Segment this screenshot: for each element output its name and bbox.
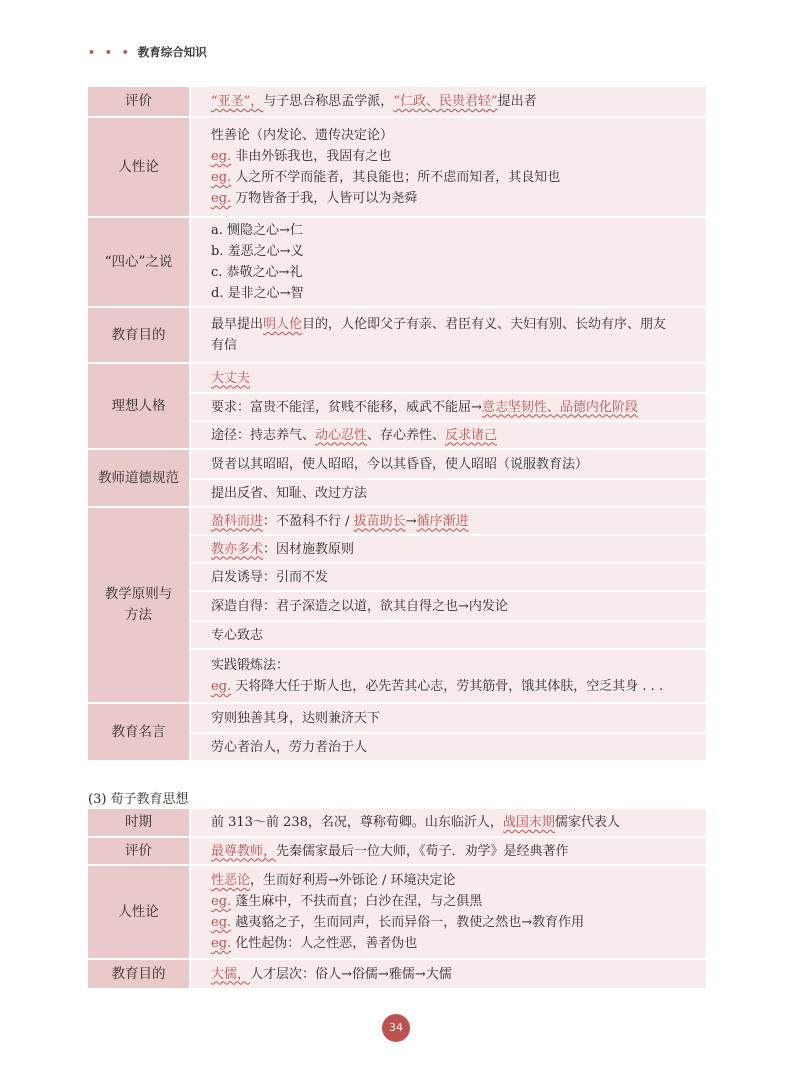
row-content (190, 87, 706, 117)
text-segment: 劳心者治人，劳力者治于人 (211, 739, 368, 755)
content-line (211, 241, 706, 262)
highlighted-term: 意志坚韧性、品德内化阶段 (481, 399, 638, 415)
row-label-text: 教育目的 (111, 326, 166, 343)
content-line (211, 511, 706, 532)
section-title-xunzi: (3) 荀子教育思想 (88, 792, 189, 807)
table-row (88, 959, 706, 989)
text-segment: 蓬生麻中，不扶而直；白沙在涅，与之俱黑 (231, 894, 483, 909)
text-segment: 、存心养性、 (367, 427, 446, 443)
content-line (211, 737, 706, 758)
highlighted-term: 拔苗助长 (353, 513, 406, 529)
text-segment: 实践锻炼法： (211, 658, 290, 673)
header-dots: • • • (88, 45, 132, 59)
text-segment: d. 是非之心→智 (211, 286, 304, 301)
content-line (211, 220, 706, 241)
highlighted-term: 最尊教师， (211, 843, 277, 859)
highlighted-term: 性恶论 (211, 873, 251, 888)
row-label (88, 809, 190, 837)
row-label (88, 117, 190, 217)
row-content (190, 621, 706, 649)
content-line (211, 335, 706, 356)
content-line (211, 539, 706, 560)
row-content (190, 865, 706, 959)
content-line (211, 125, 706, 146)
page-header (88, 44, 207, 60)
content-line (211, 397, 706, 418)
highlighted-term: eg. (211, 936, 232, 951)
content-line (211, 188, 706, 209)
row-content (190, 959, 706, 989)
highlighted-term: eg. (211, 915, 232, 930)
page-number: 34 (382, 1014, 410, 1042)
highlighted-term: 大儒， (211, 966, 251, 982)
table-row (88, 703, 706, 733)
content-line (211, 425, 706, 446)
highlighted-term: “亚圣”， (211, 94, 264, 109)
text-segment: 最早提出 (211, 317, 264, 332)
row-content (190, 479, 706, 507)
text-segment: ，生而好利焉→外铄论 / 环境决定论 (250, 873, 456, 888)
highlighted-term: 教亦多术 (211, 541, 264, 557)
row-content (190, 535, 706, 563)
row-label-text: 教育名言 (111, 723, 166, 740)
row-label-text: 人性论 (118, 158, 159, 175)
text-segment: → (405, 513, 417, 529)
table-row (88, 117, 706, 217)
content-line (211, 314, 706, 335)
row-content (190, 393, 706, 421)
content-line (211, 964, 706, 985)
text-segment: ：不盈科不行 / (263, 513, 354, 529)
row-label-text: 时期 (125, 814, 152, 830)
row-label (88, 837, 190, 865)
content-line (211, 91, 706, 112)
content-line (211, 812, 706, 833)
row-label-text: 人性论 (118, 903, 159, 920)
text-segment: c. 恭敬之心→礼 (211, 265, 303, 280)
xunzi-table (88, 809, 706, 990)
row-content (190, 563, 706, 591)
highlighted-term: eg. (211, 149, 232, 164)
text-segment: 启发诱导：引而不发 (211, 569, 329, 585)
text-segment: 前 313～前 238，名况，尊称荀卿。山东临沂人， (211, 815, 503, 830)
row-label (88, 217, 190, 307)
highlighted-term: eg. (211, 894, 232, 909)
row-label (88, 449, 190, 507)
highlighted-term: 反求诸己 (445, 427, 498, 443)
table-row (88, 809, 706, 837)
text-segment: 专心致志 (211, 627, 264, 643)
highlighted-term: 大丈夫 (211, 370, 251, 386)
content-line (211, 262, 706, 283)
row-label (88, 363, 190, 449)
highlighted-term: 明人伦 (263, 317, 303, 332)
row-content (190, 809, 706, 837)
text-segment: 非由外铄我也，我固有之也 (231, 149, 392, 164)
text-segment: 儒家代表人 (554, 815, 620, 830)
text-segment: 有信 (211, 338, 238, 353)
table-row (88, 449, 706, 479)
text-segment: 深造自得：君子深造之以道，欲其自得之也→内发论 (211, 598, 508, 614)
text-segment: 与子思合称思孟学派， (263, 94, 394, 109)
row-label-text: 评价 (125, 842, 152, 859)
text-segment: 提出反省、知耻、改过方法 (211, 485, 368, 501)
text-segment: 先秦儒家最后一位大师，《荀子．劝学》是经典著作 (276, 843, 569, 859)
content-line (211, 368, 706, 389)
highlighted-term: eg. (211, 191, 232, 206)
text-segment: 人才层次：俗人→俗儒→雅儒→大儒 (250, 966, 452, 982)
text-segment: 人之所不学而能者，其良能也；所不虑而知者，其良知也 (231, 170, 561, 185)
header-title: 教育综合知识 (137, 45, 207, 59)
text-segment: a. 恻隐之心→仁 (211, 223, 303, 238)
table-row (88, 363, 706, 393)
content-line (211, 483, 706, 504)
row-label-text: 教学原则与方法 (104, 586, 173, 623)
content-line (211, 891, 706, 912)
table-row (88, 837, 706, 865)
text-segment: 途径：持志养气、 (211, 427, 316, 443)
row-label (88, 959, 190, 989)
highlighted-term: eg. (211, 170, 232, 185)
text-segment: 万物皆备于我，人皆可以为尧舜 (231, 191, 418, 206)
row-label-text: 理想人格 (111, 397, 166, 414)
content-line (211, 283, 706, 304)
content-line (211, 454, 706, 475)
content-line (211, 933, 706, 954)
row-content (190, 733, 706, 761)
table-row (88, 865, 706, 959)
text-segment: 天将降大任于斯人也，必先苦其心志，劳其筋骨，饿其体肤，空乏其身 . . . (231, 679, 664, 694)
highlighted-term: 盈科而进 (211, 513, 264, 529)
row-content (190, 307, 706, 363)
row-label-text: “四心”之说 (104, 253, 173, 270)
row-content (190, 837, 706, 865)
row-content (190, 421, 706, 449)
text-segment: 越夷貉之子，生而同声，长而异俗一，教使之然也→教育作用 (231, 915, 585, 930)
row-content (190, 117, 706, 217)
content-line (211, 912, 706, 933)
text-segment: 要求：富贵不能淫，贫贱不能移，威武不能屈→ (211, 399, 482, 415)
text-segment: 穷则独善其身，达则兼济天下 (211, 710, 381, 726)
row-label-text: 教育目的 (111, 965, 166, 982)
row-content (190, 449, 706, 479)
highlighted-term: 循序渐进 (416, 513, 469, 529)
text-segment: 贤者以其昭昭，使人昭昭，今以其昏昏，使人昭昭（说服教育法） (211, 456, 589, 472)
text-segment: 提出者 (497, 94, 537, 109)
content-line (211, 708, 706, 729)
table-row (88, 307, 706, 363)
table-row (88, 217, 706, 307)
row-label (88, 865, 190, 959)
content-line (211, 596, 706, 617)
content-line (211, 167, 706, 188)
content-line (211, 146, 706, 167)
table-row (88, 87, 706, 117)
content-line (211, 625, 706, 646)
content-line (211, 676, 706, 697)
text-segment: b. 羞恶之心→义 (211, 244, 304, 259)
highlighted-term: 动心忍性 (315, 427, 368, 443)
row-label (88, 507, 190, 703)
row-label-text: 评价 (125, 93, 152, 109)
content-line (211, 870, 706, 891)
row-content (190, 591, 706, 621)
text-segment: ：因材施教原则 (263, 541, 355, 557)
table-row (88, 507, 706, 535)
row-label (88, 87, 190, 117)
content-line (211, 655, 706, 676)
row-content (190, 507, 706, 535)
row-content (190, 217, 706, 307)
row-label-text: 教师道德规范 (98, 469, 179, 486)
highlighted-term: 战国末期 (502, 815, 555, 830)
row-content (190, 649, 706, 703)
row-label (88, 703, 190, 761)
row-content (190, 363, 706, 393)
row-label (88, 307, 190, 363)
text-segment: 化性起伪：人之性恶，善者伪也 (231, 936, 418, 951)
row-content (190, 703, 706, 733)
text-segment: 目的，人伦即父子有亲、君臣有义、夫妇有别、长幼有序、朋友 (302, 317, 667, 332)
text-segment: 性善论（内发论、遗传决定论） (211, 128, 394, 143)
highlighted-term: “仁政、民贵君轻” (393, 94, 498, 109)
content-line (211, 841, 706, 862)
content-line (211, 567, 706, 588)
highlighted-term: eg. (211, 679, 232, 694)
mencius-table (88, 87, 706, 762)
